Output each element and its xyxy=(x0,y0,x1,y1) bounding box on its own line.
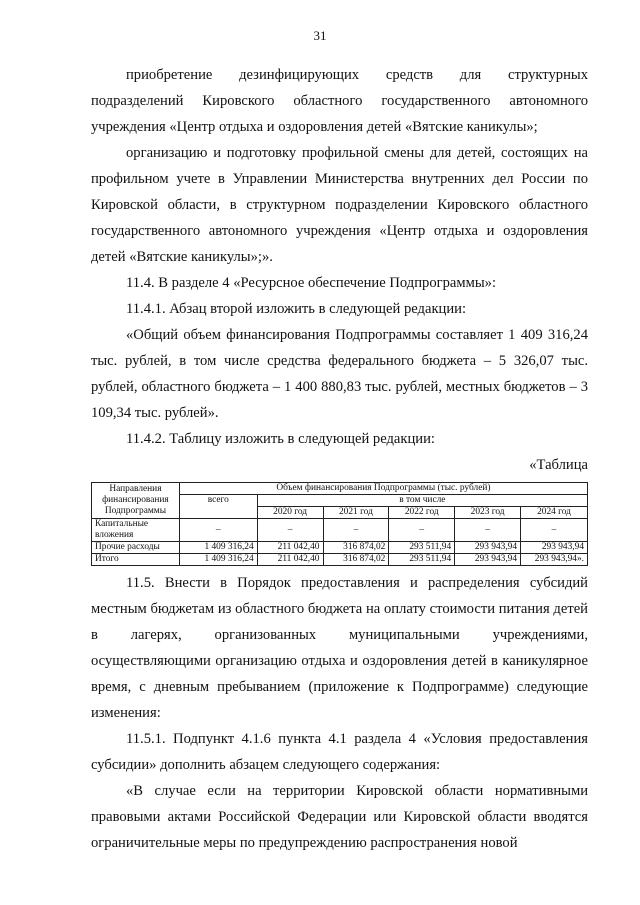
table-header-direction: Направления финансирования Подпрограммы xyxy=(92,483,180,519)
row-value: 293 511,94 xyxy=(389,542,455,554)
document-body xyxy=(91,62,588,856)
paragraph: 11.5.1. Подпункт 4.1.6 пункта 4.1 раздела 4 «Условия предоставления субсидии» дополнить абзацем следующего содержания: xyxy=(91,731,588,773)
table-row xyxy=(92,519,588,542)
paragraph: приобретение дезинфицирующих средств для структурных подразделений Кировского областного государственного автономного учреждения «Центр отдыха и оздоровления детей «Вятские каникулы»; xyxy=(91,67,588,135)
table-label: «Таблица xyxy=(529,457,588,473)
row-value: 211 042,40 xyxy=(257,554,323,566)
row-value: 211 042,40 xyxy=(257,542,323,554)
row-total: 1 409 316,24 xyxy=(179,554,257,566)
table-row xyxy=(92,554,588,566)
table-header-total: всего xyxy=(179,495,257,519)
table-row xyxy=(92,542,588,554)
table-header-subgroup: в том числе xyxy=(257,495,587,507)
paragraph: 11.4. В разделе 4 «Ресурсное обеспечение Подпрограммы»: xyxy=(126,275,497,291)
row-value: 316 874,02 xyxy=(323,554,389,566)
row-name: Итого xyxy=(92,554,180,566)
row-value: 316 874,02 xyxy=(323,542,389,554)
paragraph: 11.5. Внести в Порядок предоставления и распределения субсидий местным бюджетам из областного бюджета на оплату стоимости питания детей в лагерях, организованных муниципальными учреждениями, осуществляющими организацию отдыха и оздоровления детей в каникулярное время, с дневным пребыванием (приложение к Подпрограмме) следующие изменения: xyxy=(91,575,588,721)
table-header-year: 2020 год xyxy=(257,507,323,519)
page-number: 31 xyxy=(313,28,327,43)
table-header-group: Объем финансирования Подпрограммы (тыс. рублей) xyxy=(179,483,587,495)
paragraph: 11.4.1. Абзац второй изложить в следующей редакции: xyxy=(126,301,467,317)
paragraph: организацию и подготовку профильной смены для детей, состоящих на профильном учете в Управлении Министерства внутренних дел России по Кировской области, в структурном подразделении Кировского областного государственного автономного учреждения «Центр отдыха и оздоровления детей «Вятские каникулы»;». xyxy=(91,145,588,265)
row-name: Прочие расходы xyxy=(92,542,180,554)
row-value: – xyxy=(455,519,521,542)
table-header-year: 2024 год xyxy=(521,507,588,519)
row-value: 293 511,94 xyxy=(389,554,455,566)
paragraph: 11.4.2. Таблицу изложить в следующей редакции: xyxy=(126,431,435,447)
row-value: 293 943,94». xyxy=(521,554,588,566)
table-header-year: 2021 год xyxy=(323,507,389,519)
row-name: Капитальные вложения xyxy=(92,519,180,542)
row-value: 293 943,94 xyxy=(455,554,521,566)
row-value: – xyxy=(389,519,455,542)
row-total: – xyxy=(179,519,257,542)
row-total: 1 409 316,24 xyxy=(179,542,257,554)
paragraph: «Общий объем финансирования Подпрограммы составляет 1 409 316,24 тыс. рублей, в том числе средства федерального бюджета – 5 326,07 тыс. рублей, областного бюджета – 1 400 880,83 тыс. рублей, местных бюджетов – 3 109,34 тыс. рублей». xyxy=(91,327,588,421)
row-value: 293 943,94 xyxy=(521,542,588,554)
row-value: – xyxy=(323,519,389,542)
row-value: 293 943,94 xyxy=(455,542,521,554)
paragraph: «В случае если на территории Кировской области нормативными правовыми актами Российской Федерации или Кировской области вводятся ограничительные меры по предупреждению распространения новой xyxy=(91,783,588,851)
table-header-year: 2023 год xyxy=(455,507,521,519)
table-header-year: 2022 год xyxy=(389,507,455,519)
row-value: – xyxy=(521,519,588,542)
row-value: – xyxy=(257,519,323,542)
financing-table xyxy=(91,482,588,566)
